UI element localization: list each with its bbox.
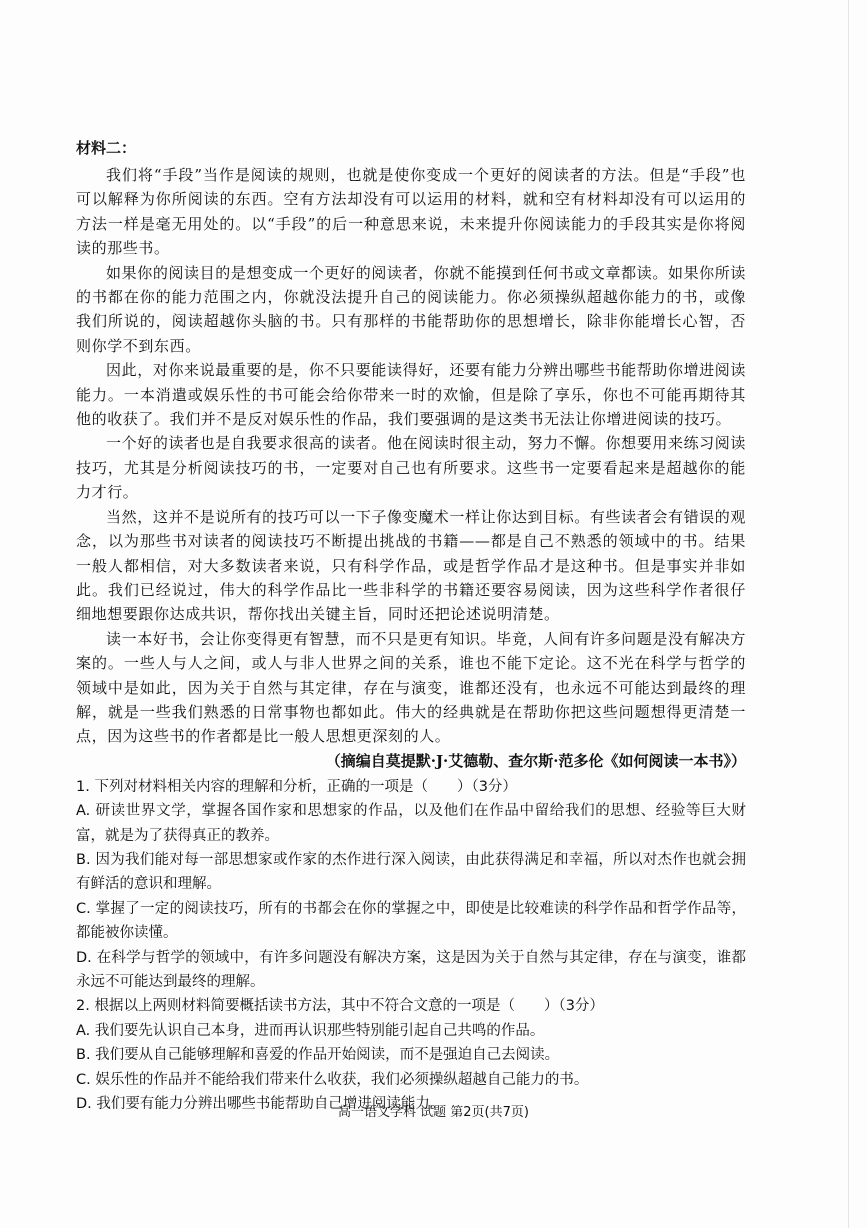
question-option-a: A. 研读世界文学，掌握各国作家和思想家的作品，以及他们在作品中留给我们的思想、经验等巨大财富，就是为了获得真正的教养。 xyxy=(76,803,746,844)
question-stem: 1. 下列对材料相关内容的理解和分析，正确的一项是（ ）（3分） xyxy=(76,778,517,795)
question-stem: 2. 根据以上两则材料简要概括读书方法，其中不符合文意的一项是（ ）（3分） xyxy=(76,998,604,1015)
material-paragraph: 当然，这并不是说所有的技巧可以一下子像变魔术一样让你达到目标。有些读者会有错误的观念，以为那些书对读者的阅读技巧不断提出挑战的书籍——都是自己不熟悉的领域中的书。结果一般人都相信，对大多数读者来说，只有科学作品，或是哲学作品才是这种书。但是事实并非如此。我们已经说过，伟大的科学作品比一些非科学的书籍还要容易阅读，因为这些科学作者很仔细地想要跟你达成共识，帮你找出关键主旨，同时还把论述说明清楚。 xyxy=(76,507,746,624)
material-paragraph: 读一本好书，会让你变得更有智慧，而不只是更有知识。毕竟，人间有许多问题是没有解决方案的。一些人与人之间，或人与非人世界之间的关系，谁也不能下定论。这不光在科学与哲学的领域中是如此，因为关于自然与其定律，存在与演变，谁都还没有，也永远不可能达到最终的理解，就是一些我们熟悉的日常事物也都如此。伟大的经典就是在帮助你把这些问题想得更清楚一点，因为这些书的作者都是比一般人思想更深刻的人。 xyxy=(76,629,746,746)
material-body xyxy=(76,163,746,749)
question-option-a: A. 我们要先认识自己本身，进而再认识那些特别能引起自己共鸣的作品。 xyxy=(76,1022,545,1039)
material-source: （摘编自莫提默·J·艾德勒、查尔斯·范多伦《如何阅读一本书》） xyxy=(325,751,746,770)
question-list xyxy=(76,775,746,1117)
page-footer: 高一语文学科 试题 第2页(共7页) xyxy=(338,1105,529,1120)
material-paragraph: 如果你的阅读目的是想变成一个更好的阅读者，你就不能摸到任何书或文章都读。如果你所读的书都在你的能力范围之内，你就没法提升自己的阅读能力。你必须操纵超越你能力的书，或像我们所说的，阅读超越你头脑的书。只有那样的书能帮助你的思想增长，除非你能增长心智，否则你学不到东西。 xyxy=(76,263,746,355)
page-content xyxy=(76,136,746,1116)
question-option-c: C. 掌握了一定的阅读技巧，所有的书都会在你的掌握之中，即使是比较难读的科学作品和哲学作品等，都能被你读懂。 xyxy=(76,900,746,942)
question-option-c: C. 娱乐性的作品并不能给我们带来什么收获，我们必须操纵超越自己能力的书。 xyxy=(76,1071,589,1088)
material-paragraph: 我们将“手段”当作是阅读的规则，也就是使你变成一个更好的阅读者的方法。但是“手段”也可以解释为你所阅读的东西。空有方法却没有可以运用的材料，就和空有材料却没有可以运用的方法一样是毫无用处的。以“手段”的后一种意思来说，未来提升你阅读能力的手段其实是你将阅读的那些书。 xyxy=(76,166,746,258)
question-option-d: D. 我们要有能力分辨出哪些书能帮助自己增进阅读能力。 xyxy=(76,1096,445,1113)
material-paragraph: 一个好的读者也是自我要求很高的读者。他在阅读时很主动，努力不懈。你想要用来练习阅读技巧，尤其是分析阅读技巧的书，一定要对自己也有所要求。这些书一定要看起来是超越你的能力才行。 xyxy=(76,434,746,502)
question-1 xyxy=(76,775,746,995)
question-option-b: B. 因为我们能对每一部思想家或作家的杰作进行深入阅读，由此获得满足和幸福，所以对杰作也就会拥有鲜活的意识和理解。 xyxy=(76,851,746,893)
material-heading: 材料二： xyxy=(76,139,137,157)
question-option-d: D. 在科学与哲学的领域中，有许多问题没有解决方案，这是因为关于自然与其定律，存在与演变，谁都永远不可能达到最终的理解。 xyxy=(76,949,746,990)
page-edge-line xyxy=(848,0,849,1228)
question-option-b: B. 我们要从自己能够理解和喜爱的作品开始阅读，而不是强迫自己去阅读。 xyxy=(76,1047,560,1064)
material-paragraph: 因此，对你来说最重要的是，你不只要能读得好，还要有能力分辨出哪些书能帮助你增进阅读能力。一本消遣或娱乐性的书可能会给你带来一时的欢愉，但是除了享乐，你也不可能再期待其他的收获了。我们并不是反对娱乐性的作品，我们要强调的是这类书无法让你增进阅读的技巧。 xyxy=(76,361,746,429)
question-2 xyxy=(76,994,746,1116)
